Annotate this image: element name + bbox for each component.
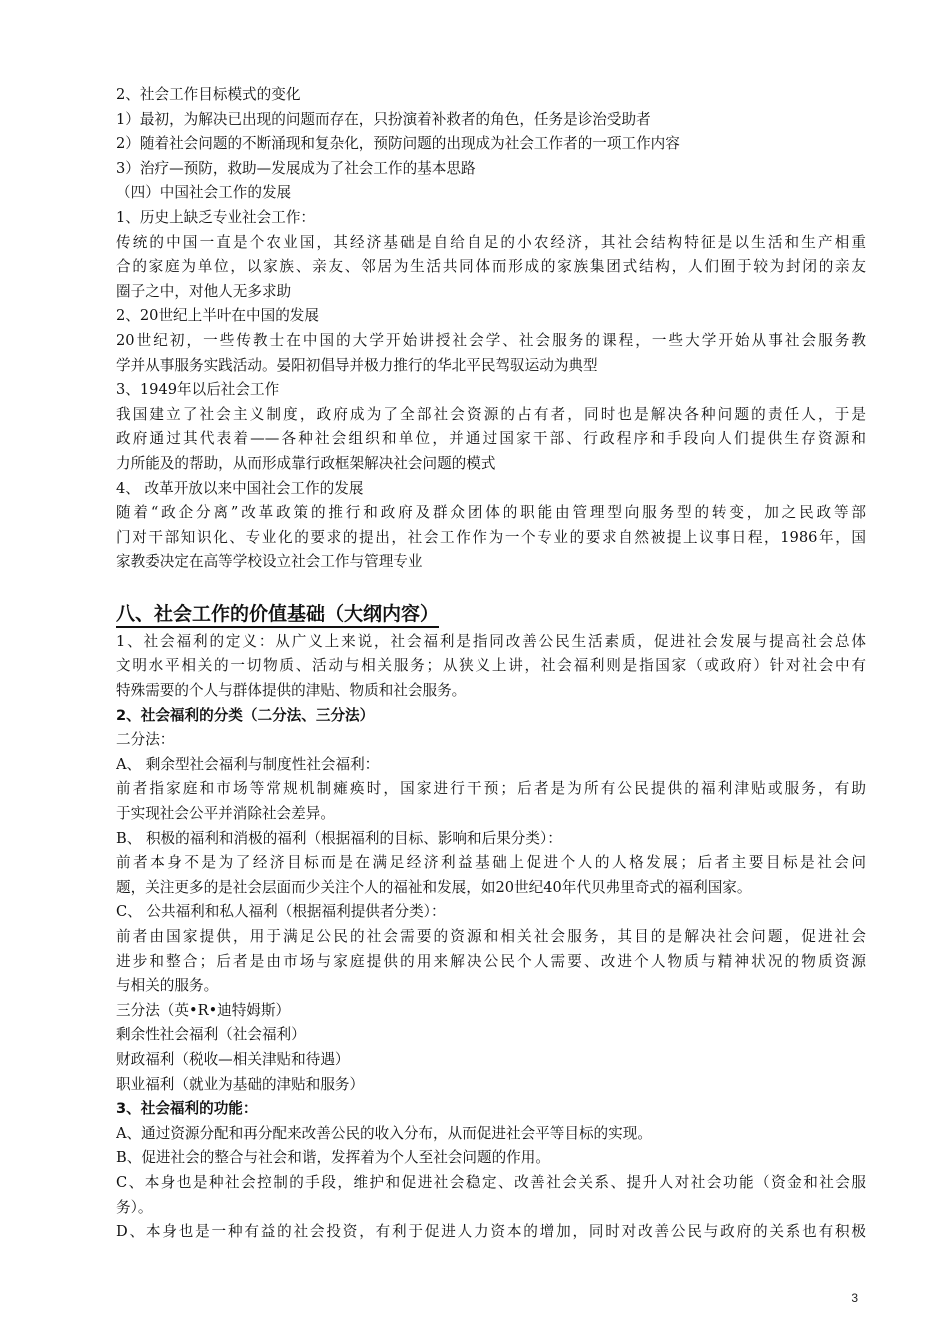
section-heading-text: 八、社会工作的价值基础（大纲内容） (116, 603, 439, 628)
text-line: 我国建立了社会主义制度，政府成为了全部社会资源的占有者，同时也是解决各种问题的责任人，于是 (116, 405, 866, 423)
text-line: 2）随着社会问题的不断涌现和复杂化，预防问题的出现成为社会工作者的一项工作内容 (116, 135, 680, 153)
section-social-welfare (116, 630, 866, 1245)
text-line: 务）。 (116, 1198, 153, 1216)
text-line: 政府通过其代表着——各种社会组织和单位，并通过国家干部、行政程序和手段向人们提供生存资源和 (116, 430, 866, 448)
text-line: 学并从事服务实践活动。晏阳初倡导并极力推行的华北平民驾驭运动为典型 (116, 356, 598, 374)
text-line: 门对干部知识化、专业化的要求的提出，社会工作作为一个专业的要求自然被提上议事日程，1986年，国 (116, 528, 866, 546)
text-line: 2、社会工作目标模式的变化 (116, 86, 301, 103)
text-line: 特殊需要的个人与群体提供的津贴、物质和社会服务。 (116, 682, 467, 700)
text-line: 文明水平相关的一切物质、活动与相关服务；从狭义上讲，社会福利则是指国家（或政府）针对社会中有 (116, 657, 866, 675)
text-line: C、本身也是种社会控制的手段，维护和促进社会稳定、改善社会关系、提升人对社会功能（资金和社会服 (116, 1173, 866, 1191)
text-line: 2、社会福利的分类（二分法、三分法） (116, 706, 375, 724)
text-line: 1）最初，为解决已出现的问题而存在，只扮演着补救者的角色，任务是诊治受助者 (116, 110, 651, 128)
text-line: 剩余性社会福利（社会福利） (116, 1026, 306, 1044)
text-line: 1、历史上缺乏专业社会工作： (116, 208, 316, 226)
text-line: 三分法（英•R•迪特姆斯） (116, 1001, 291, 1019)
text-line: 传统的中国一直是个农业国，其经济基础是自给自足的小农经济，其社会结构特征是以生活和生产相重 (116, 233, 866, 251)
text-line: 财政福利（税收—相关津贴和待遇） (116, 1050, 350, 1068)
text-line: 力所能及的帮助，从而形成靠行政框架解决社会问题的模式 (116, 454, 496, 472)
text-line: 前者指家庭和市场等常规机制瘫痪时，国家进行干预；后者是为所有公民提供的福利津贴或服务，有助 (116, 780, 866, 798)
text-line: 圈子之中，对他人无多求助 (116, 282, 292, 300)
section-gap (116, 575, 866, 599)
text-line: C、 公共福利和私人福利（根据福利提供者分类）： (116, 903, 446, 921)
text-line: A、通过资源分配和再分配来改善公民的收入分布，从而促进社会平等目标的实现。 (116, 1124, 652, 1142)
text-line: 2、20世纪上半叶在中国的发展 (116, 307, 319, 325)
text-line: 随着“政企分离”改革政策的推行和政府及群众团体的职能由管理型向服务型的转变，加之民政等部 (116, 504, 866, 522)
text-line: B、 积极的福利和消极的福利（根据福利的目标、影响和后果分类）： (116, 829, 562, 847)
text-line: 20世纪初，一些传教士在中国的大学开始讲授社会学、社会服务的课程，一些大学开始从事社会服务教 (116, 331, 866, 349)
text-line: 前者本身不是为了经济目标而是在满足经济利益基础上促进个人的人格发展；后者主要目标是社会问 (116, 854, 866, 872)
text-line: 进步和整合；后者是由市场与家庭提供的用来解决公民个人需要、改进个人物质与精神状况的物质资源 (116, 952, 866, 970)
section-heading (116, 599, 866, 629)
text-line: B、促进社会的整合与社会和谐，发挥着为个人至社会问题的作用。 (116, 1149, 550, 1167)
section-china-development (116, 83, 866, 575)
text-line: 前者由国家提供，用于满足公民的社会需要的资源和相关社会服务，其目的是解决社会问题，促进社会 (116, 928, 866, 945)
page-number: 3 (851, 1291, 858, 1305)
text-line: 3、1949年以后社会工作 (116, 381, 280, 399)
text-line: 于实现社会公平并消除社会差异。 (116, 805, 335, 823)
text-line: 与相关的服务。 (116, 977, 219, 995)
text-line: 职业福利（就业为基础的津贴和服务） (116, 1075, 365, 1093)
text-column (116, 83, 866, 1245)
text-line: D、本身也是一种有益的社会投资，有利于促进人力资本的增加，同时对改善公民与政府的关系也有积极 (116, 1223, 866, 1241)
text-line: 3）治疗—预防，救助—发展成为了社会工作的基本思路 (116, 159, 476, 177)
text-line: 题，关注更多的是社会层面而少关注个人的福祉和发展，如20世纪40年代贝弗里奇式的福利国家。 (116, 878, 752, 896)
text-line: 家教委决定在高等学校设立社会工作与管理专业 (116, 553, 423, 571)
text-line: （四）中国社会工作的发展 (116, 184, 292, 202)
text-line: 合的家庭为单位，以家族、亲友、邻居为生活共同体而形成的家族集团式结构，人们囿于较为封闭的亲友 (116, 258, 866, 276)
text-line: 二分法： (116, 731, 175, 749)
text-line: 3、社会福利的功能： (116, 1100, 258, 1118)
text-line: 1、社会福利的定义：从广义上来说，社会福利是指同改善公民生活素质，促进社会发展与提高社会总体 (116, 632, 866, 650)
text-line: A、 剩余型社会福利与制度性社会福利： (116, 755, 380, 773)
text-line: 4、 改革开放以来中国社会工作的发展 (116, 479, 364, 497)
